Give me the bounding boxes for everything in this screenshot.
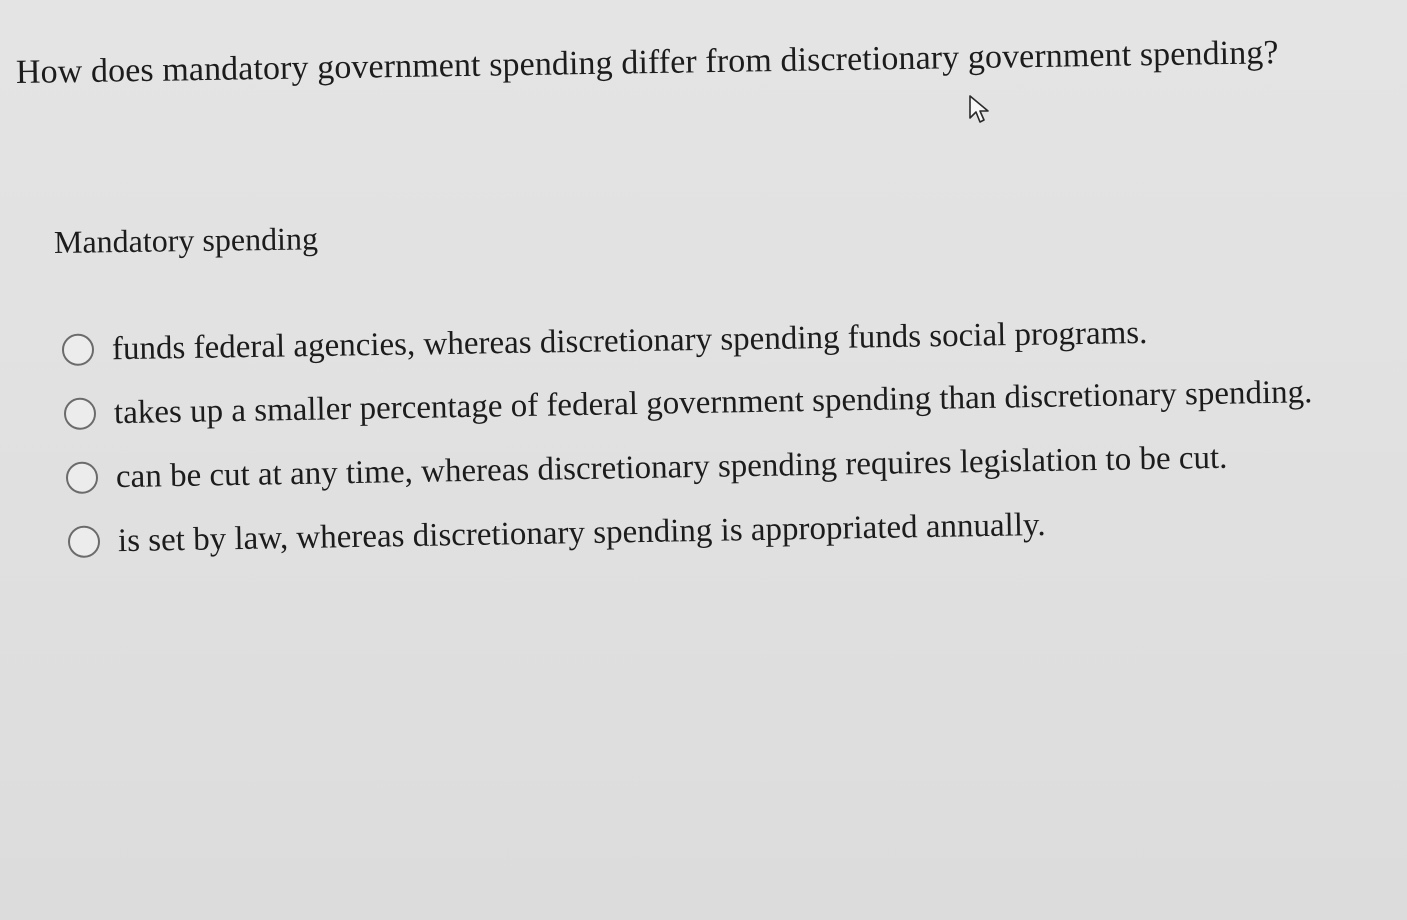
radio-button[interactable] bbox=[62, 333, 94, 365]
option-label[interactable]: is set by law, whereas discretionary spending is appropriated annually. bbox=[117, 506, 1046, 559]
question-stem: Mandatory spending bbox=[53, 220, 319, 260]
option-label[interactable]: takes up a smaller percentage of federal government spending than discretionary spending. bbox=[113, 373, 1313, 431]
radio-button[interactable] bbox=[68, 525, 101, 558]
option-label[interactable]: can be cut at any time, whereas discretionary spending requires legislation to be cut. bbox=[115, 439, 1228, 495]
option-label[interactable]: funds federal agencies, whereas discretionary spending funds social programs. bbox=[111, 314, 1148, 367]
mouse-pointer-icon bbox=[968, 94, 992, 124]
answer-options bbox=[62, 314, 1382, 574]
radio-button[interactable] bbox=[64, 397, 97, 430]
question-text: How does mandatory government spending differ from discretionary government spending? bbox=[15, 34, 1279, 91]
radio-button[interactable] bbox=[66, 461, 99, 494]
